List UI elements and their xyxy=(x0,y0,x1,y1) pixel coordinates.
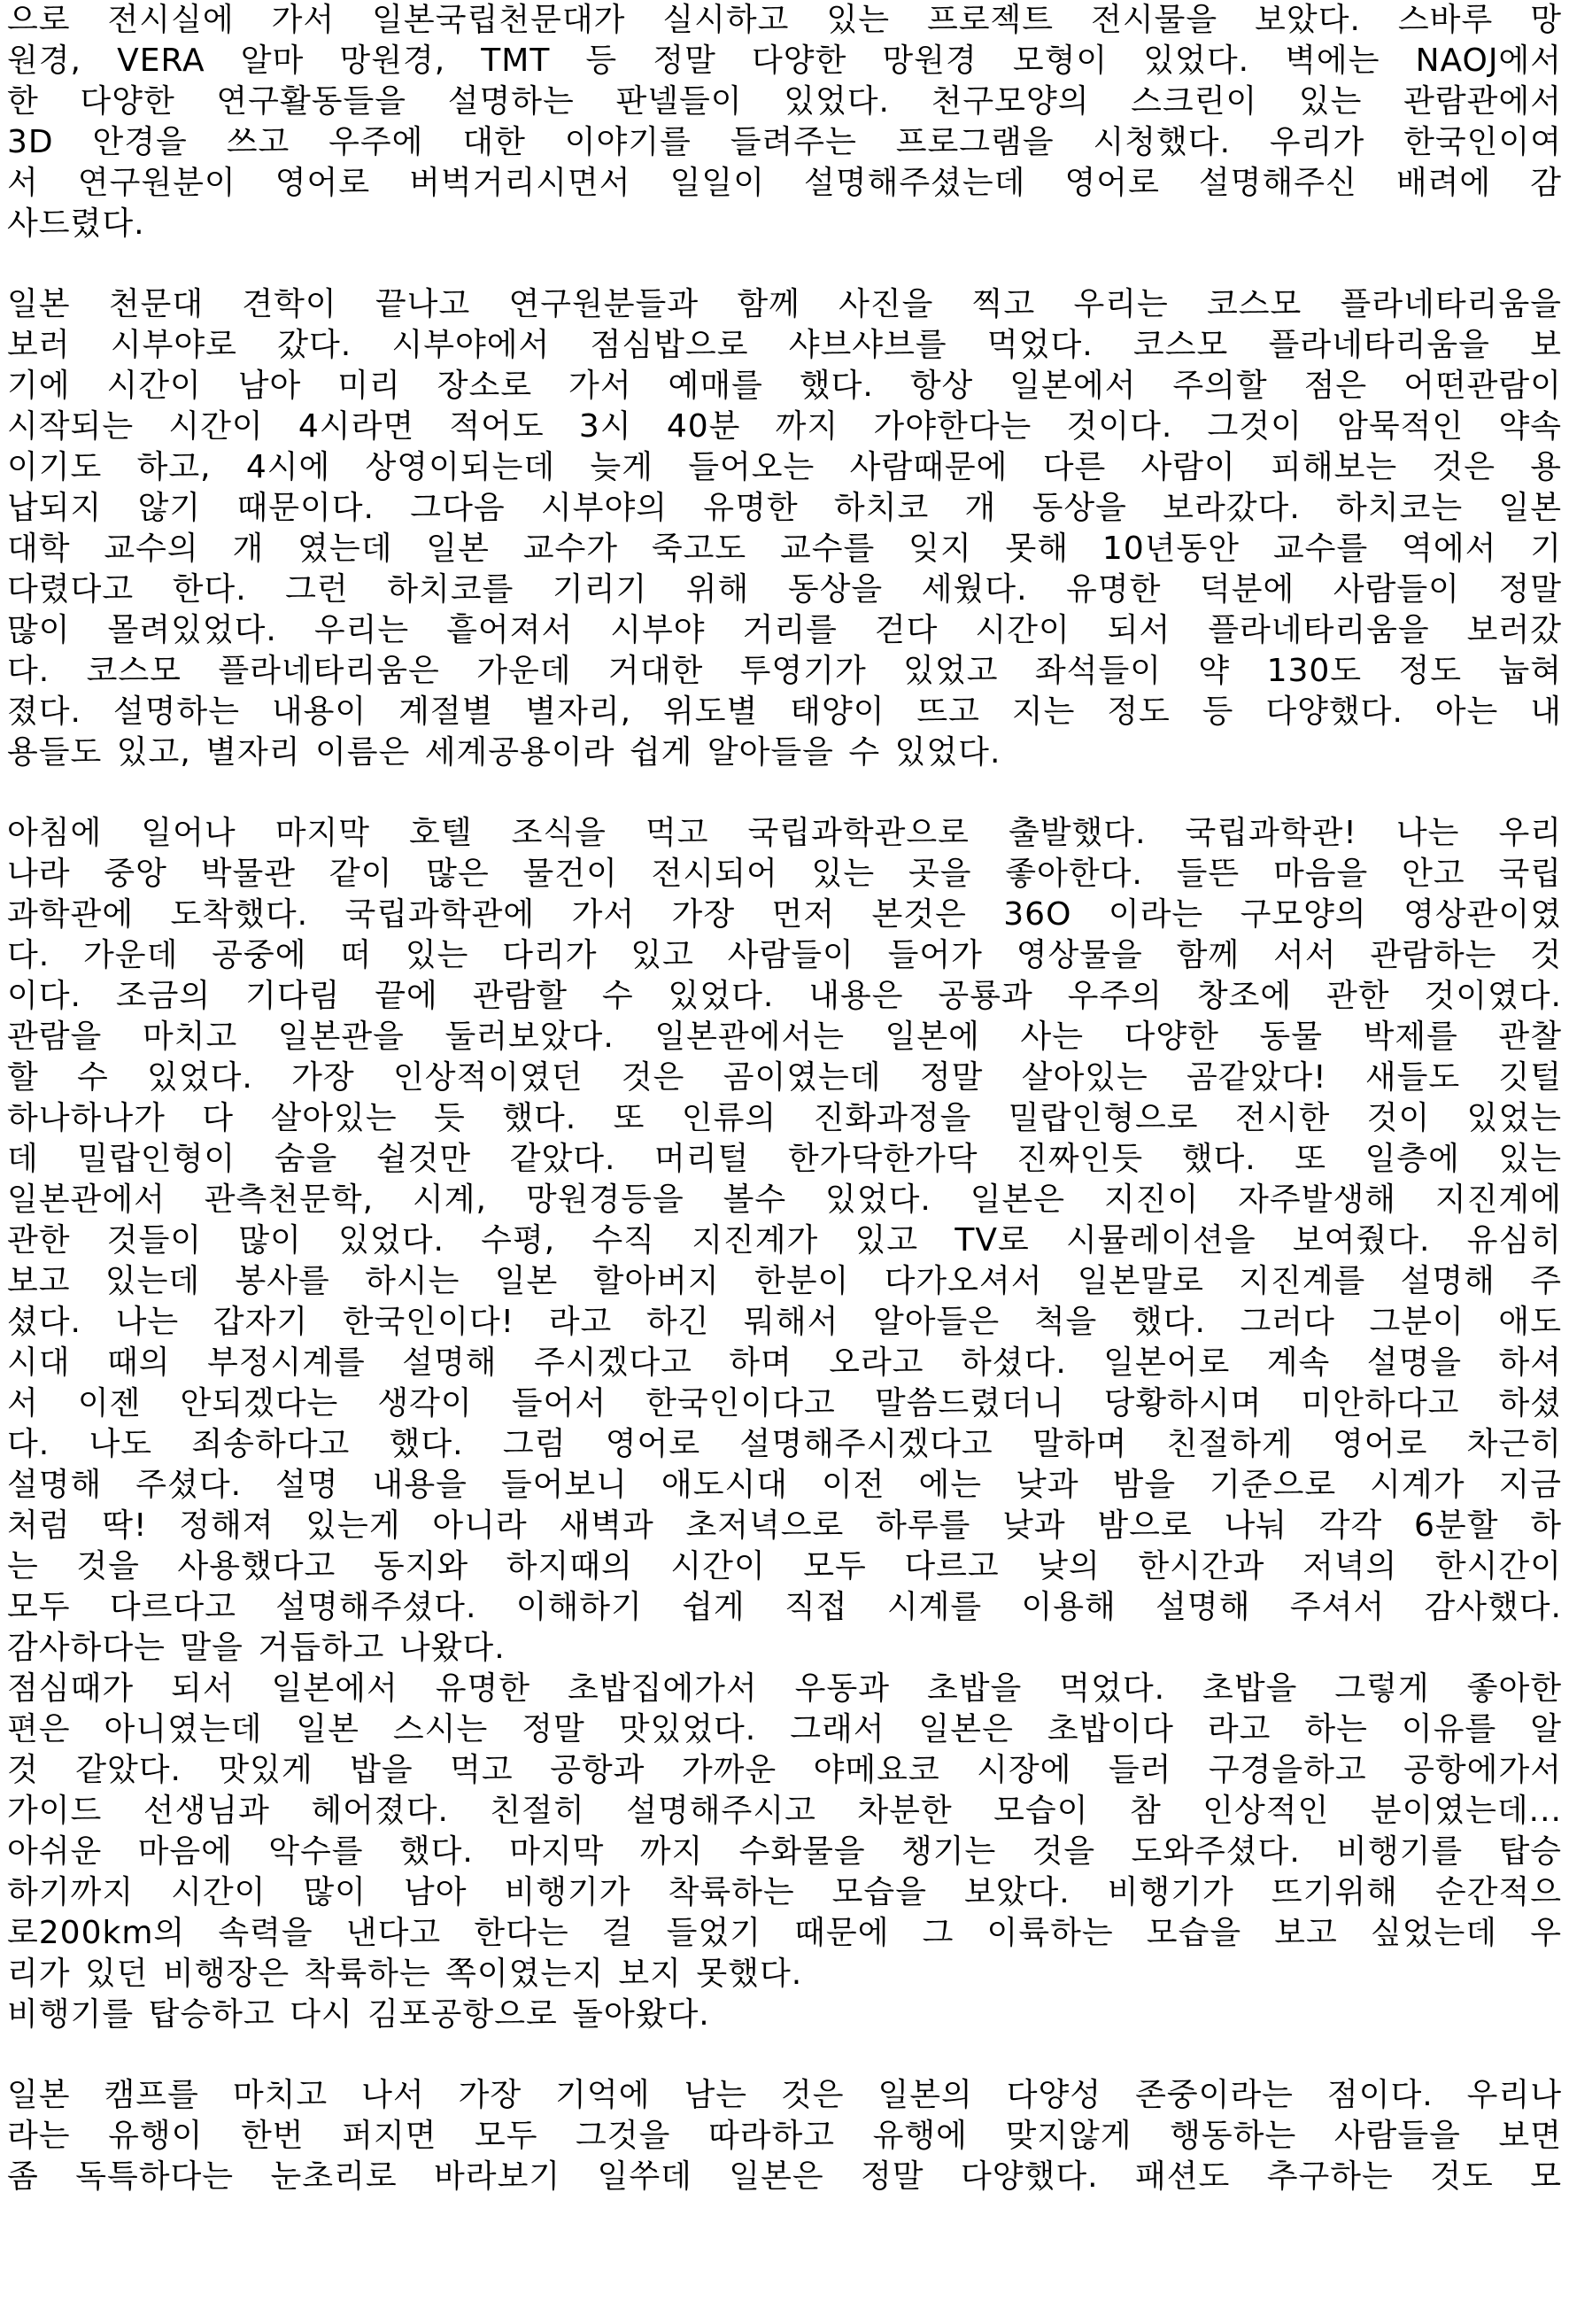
text-line: 는 것을 사용했다고 동지와 하지때의 시간이 모두 다르고 낮의 한시간과 저녁의 한시간이 xyxy=(7,1548,1562,1584)
text-line: 아침에 일어나 마지막 호텔 조식을 먹고 국립과학관으로 출발했다. 국립과학관! 나는 우리 xyxy=(7,815,1562,851)
text-line: 처럼 딱! 정해져 있는게 아니라 새벽과 초저녁으로 하루를 낮과 밤으로 나눠 각각 6분할 하 xyxy=(7,1507,1562,1544)
text-line: 과학관에 도착했다. 국립과학관에 가서 가장 먼저 본것은 36O 이라는 구모양의 영상관이였 xyxy=(7,896,1562,933)
text-line: 하기까지 시간이 많이 남아 비행기가 착륙하는 모습을 보았다. 비행기가 뜨기위해 순간적으 xyxy=(7,1874,1562,1910)
text-line: 셨다. 나는 갑자기 한국인이다! 라고 하긴 뭐해서 알아들은 척을 했다. 그러다 그분이 애도 xyxy=(7,1304,1562,1340)
text-line: 사드렸다. xyxy=(7,205,145,242)
text-line: 시작되는 시간이 4시라면 적어도 3시 40분 까지 가야한다는 것이다. 그것이 암묵적인 약속 xyxy=(7,408,1562,445)
text-line: 데 밀랍인형이 숨을 쉴것만 같았다. 머리털 한가닥한가닥 진짜인듯 했다. 또 일층에 있는 xyxy=(7,1141,1562,1177)
paragraph-gap xyxy=(7,244,1562,284)
paragraph-exhibition xyxy=(7,0,1562,244)
text-line: 다렸다고 한다. 그런 하치코를 기리기 위해 동상을 세웠다. 유명한 덕분에 사람들이 정말 xyxy=(7,571,1562,608)
text-line: 감사하다는 말을 거듭하고 나왔다. xyxy=(7,1630,506,1666)
text-line: 서 이젠 안되겠다는 생각이 들어서 한국인이다고 말씀드렸더니 당황하시며 미안하다고 하셨 xyxy=(7,1385,1562,1422)
text-line: 시대 때의 부정시계를 설명해 주시겠다고 하며 오라고 하셨다. 일본어로 계속 설명을 하셔 xyxy=(7,1344,1562,1381)
paragraph-gap xyxy=(7,2035,1562,2075)
text-line: 하나하나가 다 살아있는 듯 했다. 또 인류의 진화과정을 밀랍인형으로 전시한 것이 있었는 xyxy=(7,1100,1562,1136)
text-line: 편은 아니였는데 일본 스시는 정말 맛있었다. 그래서 일본은 초밥이다 라고 하는 이유를 알 xyxy=(7,1711,1562,1747)
text-line: 한 다양한 연구활동들을 설명하는 판넬들이 있었다. 천구모양의 스크린이 있는 관람관에서 xyxy=(7,83,1562,120)
paragraph-science-museum xyxy=(7,813,1562,1669)
text-line: 기에 시간이 남아 미리 장소로 가서 예매를 했다. 항상 일본에서 주의할 점은 어떤관람이 xyxy=(7,368,1562,404)
text-line: 보고 있는데 봉사를 하시는 일본 할아버지 한분이 다가오셔서 일본말로 지진계를 설명해 주 xyxy=(7,1263,1562,1299)
text-line: 모두 다르다고 설명해주셨다. 이해하기 쉽게 직접 시계를 이용해 설명해 주셔서 감사했다. xyxy=(7,1589,1562,1625)
text-line: 관한 것들이 많이 있었다. 수평, 수직 지진계가 있고 TV로 시뮬레이션을 보여줬다. 유심히 xyxy=(7,1222,1562,1259)
text-line: 원경, VERA 알마 망원경, TMT 등 정말 다양한 망원경 모형이 있었다. 벽에는 NAOJ에서 xyxy=(7,43,1562,79)
text-line: 보러 시부야로 갔다. 시부야에서 점심밥으로 샤브샤브를 먹었다. 코스모 플라네타리움을 보 xyxy=(7,327,1562,363)
text-line: 이다. 조금의 기다림 끝에 관람할 수 있었다. 내용은 공룡과 우주의 창조에 관한 것이였다. xyxy=(7,978,1562,1014)
text-line: 로200km의 속력을 낸다고 한다는 걸 들었기 때문에 그 이륙하는 모습을 보고 싶었는데 우 xyxy=(7,1915,1562,1951)
text-line: 서 연구원분이 영어로 버벅거리시면서 일일이 설명해주셨는데 영어로 설명해주신 배려에 감 xyxy=(7,165,1562,201)
text-line: 아쉬운 마음에 악수를 했다. 마지막 까지 수화물을 챙기는 것을 도와주셨다. 비행기를 탑승 xyxy=(7,1833,1562,1870)
text-line: 대학 교수의 개 였는데 일본 교수가 죽고도 교수를 잊지 못해 10년동안 교수를 역에서 기 xyxy=(7,531,1562,567)
text-line: 3D 안경을 쓰고 우주에 대한 이야기를 들려주는 프로그램을 시청했다. 우리가 한국인이여 xyxy=(7,124,1562,160)
paragraph-reflection xyxy=(7,2075,1562,2197)
text-line: 리가 있던 비행장은 착륙하는 쪽이였는지 보지 못했다. xyxy=(7,1956,803,1992)
text-line: 비행기를 탑승하고 다시 김포공항으로 돌아왔다. xyxy=(7,1996,710,2033)
text-line: 많이 몰려있었다. 우리는 흩어져서 시부야 거리를 걷다 시간이 되서 플라네타리움을 보러갔 xyxy=(7,612,1562,648)
text-line: 나라 중앙 박물관 같이 많은 물건이 전시되어 있는 곳을 좋아한다. 들뜬 마음을 안고 국립 xyxy=(7,856,1562,892)
text-line: 좀 독특하다는 눈초리로 바라보기 일쑤데 일본은 정말 다양했다. 패션도 추구하는 것도 모 xyxy=(7,2158,1562,2195)
text-line: 이기도 하고, 4시에 상영이되는데 늦게 들어오는 사람때문에 다른 사람이 피해보는 것은 용 xyxy=(7,449,1562,485)
text-line: 용들도 있고, 별자리 이름은 세계공용이라 쉽게 알아들을 수 있었다. xyxy=(7,734,1001,771)
text-line: 점심때가 되서 일본에서 유명한 초밥집에가서 우동과 초밥을 먹었다. 초밥을 그렇게 좋아한 xyxy=(7,1670,1562,1707)
text-line: 할 수 있었다. 가장 인상적이였던 것은 곰이였는데 정말 살아있는 곰같았다! 새들도 깃털 xyxy=(7,1059,1562,1096)
text-line: 가이드 선생님과 헤어졌다. 친절히 설명해주시고 차분한 모습이 참 인상적인 분이였는데... xyxy=(7,1793,1562,1829)
paragraph-lunch-airport xyxy=(7,1669,1562,1995)
paragraph-planetarium xyxy=(7,284,1562,773)
text-line: 납되지 않기 때문이다. 그다음 시부야의 유명한 하치코 개 동상을 보라갔다. 하치코는 일본 xyxy=(7,490,1562,526)
paragraph-gap xyxy=(7,773,1562,813)
text-line: 으로 전시실에 가서 일본국립천문대가 실시하고 있는 프로젝트 전시물을 보았다. 스바루 망 xyxy=(7,2,1562,38)
text-line: 것 같았다. 맛있게 밥을 먹고 공항과 가까운 야메요코 시장에 들러 구경을하고 공항에가서 xyxy=(7,1752,1562,1788)
text-line: 라는 유행이 한번 퍼지면 모두 그것을 따라하고 유행에 맞지않게 행동하는 사람들을 보면 xyxy=(7,2118,1562,2154)
text-line: 일본 천문대 견학이 끝나고 연구원분들과 함께 사진을 찍고 우리는 코스모 플라네타리움을 xyxy=(7,286,1562,322)
text-line: 일본관에서 관측천문학, 시계, 망원경등을 볼수 있었다. 일본은 지진이 자주발생해 지진계에 xyxy=(7,1181,1562,1218)
text-line: 설명해 주셨다. 설명 내용을 들어보니 애도시대 이전 에는 낮과 밤을 기준으로 시계가 지금 xyxy=(7,1467,1562,1503)
text-line: 다. 나도 죄송하다고 했다. 그럼 영어로 설명해주시겠다고 말하며 친절하게 영어로 차근히 xyxy=(7,1426,1562,1462)
text-line: 다. 가운데 공중에 떠 있는 다리가 있고 사람들이 들어가 영상물을 함께 서서 관람하는 것 xyxy=(7,937,1562,973)
text-line: 졌다. 설명하는 내용이 계절별 별자리, 위도별 태양이 뜨고 지는 정도 등 다양했다. 아는 내 xyxy=(7,693,1562,730)
text-line: 관람을 마치고 일본관을 둘러보았다. 일본관에서는 일본에 사는 다양한 동물 박제를 관찰 xyxy=(7,1019,1562,1055)
text-line: 다. 코스모 플라네타리움은 가운데 거대한 투영기가 있었고 좌석들이 약 130도 정도 눕혀 xyxy=(7,653,1562,689)
paragraph-return xyxy=(7,1995,1562,2035)
text-line: 일본 캠프를 마치고 나서 가장 기억에 남는 것은 일본의 다양성 존중이라는 점이다. 우리나 xyxy=(7,2077,1562,2113)
